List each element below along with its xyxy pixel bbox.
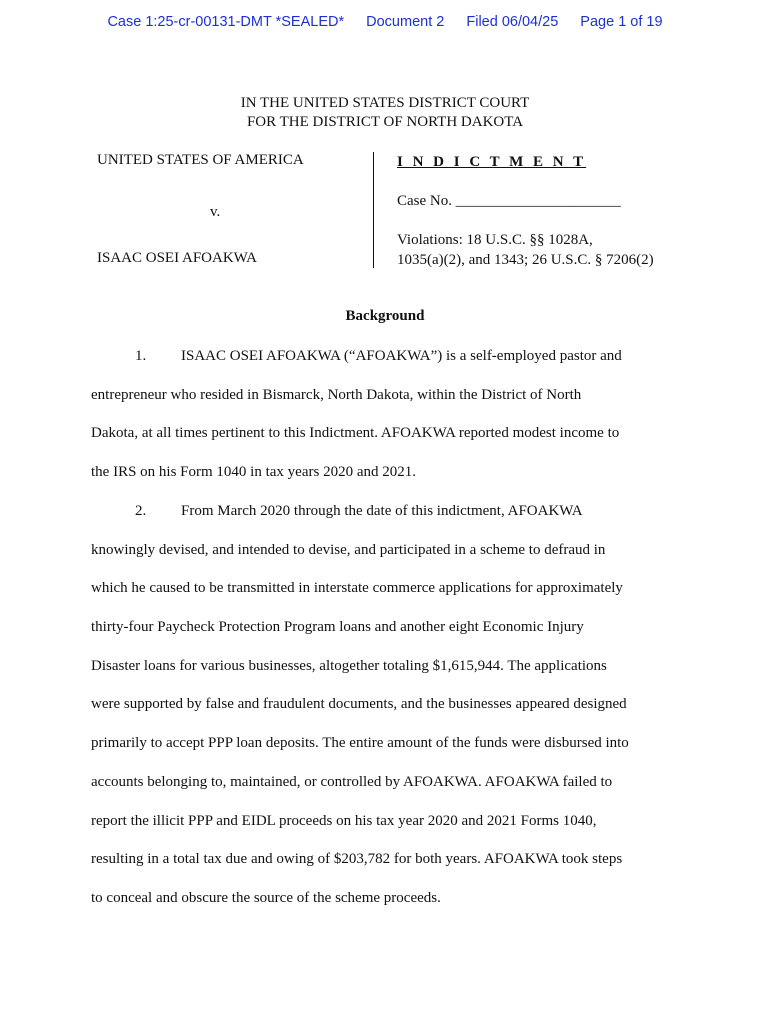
paragraph-line: Dakota, at all times pertinent to this Indictment. AFOAKWA reported modest income to xyxy=(91,425,620,442)
paragraph-line: Disaster loans for various businesses, altogether totaling $1,615,944. The applications xyxy=(91,657,607,674)
paragraph-line: which he caused to be transmitted in interstate commerce applications for approximately xyxy=(91,580,623,597)
paragraph-line: resulting in a total tax due and owing of $203,782 for both years. AFOAKWA took steps xyxy=(91,851,623,868)
paragraph-line: knowingly devised, and intended to devise, and participated in a scheme to defraud in xyxy=(91,541,606,558)
court-line-2: FOR THE DISTRICT OF NORTH DAKOTA xyxy=(246,114,524,130)
filed-date-stamp: Filed 06/04/25 xyxy=(466,14,559,30)
violations-line-1: Violations: 18 U.S.C. §§ 1028A, xyxy=(397,232,593,248)
case-number-line: Case No. ______________________ xyxy=(397,193,621,209)
paragraph-line: were supported by false and fraudulent documents, and the businesses appeared designed xyxy=(91,696,627,713)
paragraph-2 xyxy=(91,501,681,927)
page-count-stamp: Page 1 of 19 xyxy=(580,14,663,30)
caption-divider xyxy=(373,152,374,268)
ecf-header-stamp xyxy=(0,14,770,30)
violations-block xyxy=(397,230,654,270)
paragraph-line: primarily to accept PPP loan deposits. The entire amount of the funds were disbursed into xyxy=(91,735,629,752)
paragraph-line: the IRS on his Form 1040 in tax years 2020 and 2021. xyxy=(91,464,416,481)
paragraph-number: 2. xyxy=(135,503,147,519)
defendant-name: ISAAC OSEI AFOAKWA xyxy=(97,250,258,266)
court-line-1: IN THE UNITED STATES DISTRICT COURT xyxy=(240,95,530,111)
case-number-stamp: Case 1:25-cr-00131-DMT *SEALED* xyxy=(107,14,345,30)
paragraph-line: 2. From March 2020 through the date of this indictment, AFOAKWA xyxy=(91,501,681,540)
paragraph-1 xyxy=(91,346,681,501)
document-title: I N D I C T M E N T xyxy=(397,154,587,170)
paragraph-line: report the illicit PPP and EIDL proceeds on his tax year 2020 and 2021 Forms 1040, xyxy=(91,812,597,829)
court-title xyxy=(0,94,770,132)
violations-line-2: 1035(a)(2), and 1343; 26 U.S.C. § 7206(2) xyxy=(397,252,654,268)
paragraph-line: accounts belonging to, maintained, or controlled by AFOAKWA. AFOAKWA failed to xyxy=(91,773,613,790)
paragraph-line: to conceal and obscure the source of the scheme proceeds. xyxy=(91,889,441,906)
document-number-stamp: Document 2 xyxy=(366,14,445,30)
plaintiff-name: UNITED STATES OF AMERICA xyxy=(97,152,304,168)
paragraph-line: 1. ISAAC OSEI AFOAKWA (“AFOAKWA”) is a self-employed pastor and xyxy=(91,346,681,385)
versus-label: v. xyxy=(210,204,221,220)
section-heading: Background xyxy=(345,308,425,324)
paragraph-number: 1. xyxy=(135,348,147,364)
paragraph-line: entrepreneur who resided in Bismarck, North Dakota, within the District of North xyxy=(91,386,582,403)
paragraph-line: thirty-four Paycheck Protection Program loans and another eight Economic Injury xyxy=(91,619,584,636)
